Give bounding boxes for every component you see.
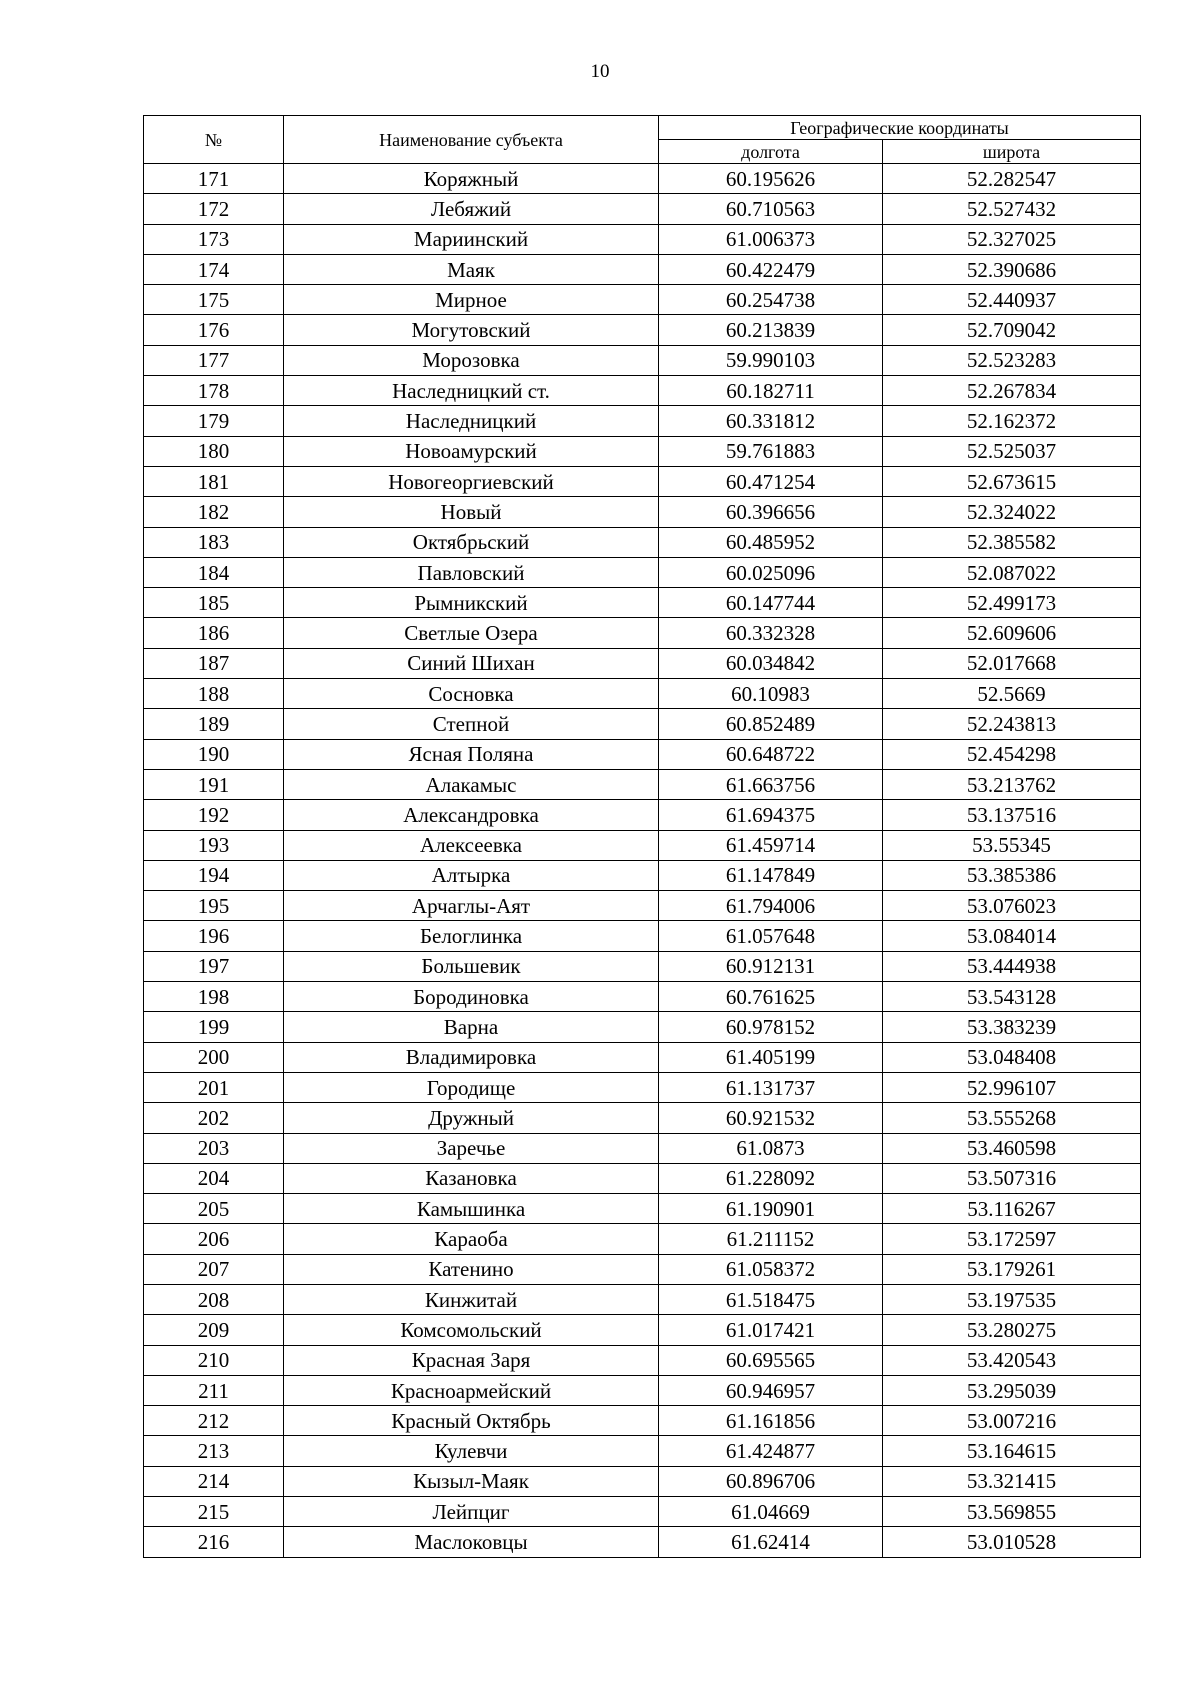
cell-number: 207 bbox=[144, 1254, 284, 1284]
cell-longitude: 61.694375 bbox=[659, 800, 883, 830]
table-header bbox=[144, 116, 1141, 164]
cell-latitude: 52.282547 bbox=[883, 164, 1141, 194]
cell-longitude: 60.254738 bbox=[659, 285, 883, 315]
cell-number: 215 bbox=[144, 1497, 284, 1527]
cell-name: Наследницкий bbox=[284, 406, 659, 436]
table-row bbox=[144, 315, 1141, 345]
cell-name: Варна bbox=[284, 1012, 659, 1042]
cell-latitude: 52.523283 bbox=[883, 345, 1141, 375]
cell-name: Наследницкий ст. bbox=[284, 376, 659, 406]
cell-longitude: 60.034842 bbox=[659, 648, 883, 678]
cell-longitude: 60.396656 bbox=[659, 497, 883, 527]
cell-latitude: 53.048408 bbox=[883, 1042, 1141, 1072]
cell-name: Комсомольский bbox=[284, 1315, 659, 1345]
cell-latitude: 53.197535 bbox=[883, 1284, 1141, 1314]
cell-name: Алакамыс bbox=[284, 769, 659, 799]
cell-number: 182 bbox=[144, 497, 284, 527]
cell-number: 201 bbox=[144, 1072, 284, 1102]
cell-number: 206 bbox=[144, 1224, 284, 1254]
cell-longitude: 61.04669 bbox=[659, 1497, 883, 1527]
cell-name: Новоамурский bbox=[284, 436, 659, 466]
cell-number: 183 bbox=[144, 527, 284, 557]
cell-number: 214 bbox=[144, 1466, 284, 1496]
cell-latitude: 53.543128 bbox=[883, 982, 1141, 1012]
cell-name: Ясная Поляна bbox=[284, 739, 659, 769]
page-number: 10 bbox=[590, 61, 610, 82]
table-row bbox=[144, 436, 1141, 466]
header-coordinates: Географические координаты bbox=[659, 116, 1141, 140]
cell-latitude: 53.507316 bbox=[883, 1163, 1141, 1193]
table-row bbox=[144, 800, 1141, 830]
cell-name: Красноармейский bbox=[284, 1375, 659, 1405]
table-row bbox=[144, 1194, 1141, 1224]
cell-latitude: 52.017668 bbox=[883, 648, 1141, 678]
cell-number: 178 bbox=[144, 376, 284, 406]
cell-latitude: 52.673615 bbox=[883, 466, 1141, 496]
cell-longitude: 60.195626 bbox=[659, 164, 883, 194]
cell-longitude: 60.485952 bbox=[659, 527, 883, 557]
cell-name: Коряжный bbox=[284, 164, 659, 194]
cell-longitude: 60.147744 bbox=[659, 588, 883, 618]
cell-latitude: 53.137516 bbox=[883, 800, 1141, 830]
cell-longitude: 61.190901 bbox=[659, 1194, 883, 1224]
cell-number: 195 bbox=[144, 891, 284, 921]
cell-latitude: 52.385582 bbox=[883, 527, 1141, 557]
cell-number: 180 bbox=[144, 436, 284, 466]
table-row bbox=[144, 1345, 1141, 1375]
cell-latitude: 53.555268 bbox=[883, 1103, 1141, 1133]
table-row bbox=[144, 466, 1141, 496]
cell-number: 199 bbox=[144, 1012, 284, 1042]
cell-latitude: 52.267834 bbox=[883, 376, 1141, 406]
cell-latitude: 53.444938 bbox=[883, 951, 1141, 981]
table-row bbox=[144, 1042, 1141, 1072]
cell-name: Морозовка bbox=[284, 345, 659, 375]
cell-name: Городище bbox=[284, 1072, 659, 1102]
table-row bbox=[144, 648, 1141, 678]
table-row bbox=[144, 164, 1141, 194]
table-row bbox=[144, 982, 1141, 1012]
table-row bbox=[144, 588, 1141, 618]
cell-latitude: 53.164615 bbox=[883, 1436, 1141, 1466]
cell-latitude: 53.385386 bbox=[883, 860, 1141, 890]
cell-latitude: 52.162372 bbox=[883, 406, 1141, 436]
cell-name: Мирное bbox=[284, 285, 659, 315]
table-row bbox=[144, 1133, 1141, 1163]
cell-number: 184 bbox=[144, 557, 284, 587]
cell-name: Рымникский bbox=[284, 588, 659, 618]
cell-name: Камышинка bbox=[284, 1194, 659, 1224]
cell-name: Бородиновка bbox=[284, 982, 659, 1012]
cell-longitude: 61.057648 bbox=[659, 921, 883, 951]
table-row bbox=[144, 1375, 1141, 1405]
cell-latitude: 52.327025 bbox=[883, 224, 1141, 254]
cell-latitude: 52.454298 bbox=[883, 739, 1141, 769]
cell-longitude: 61.794006 bbox=[659, 891, 883, 921]
table-row bbox=[144, 527, 1141, 557]
table-row bbox=[144, 497, 1141, 527]
cell-number: 205 bbox=[144, 1194, 284, 1224]
cell-longitude: 61.518475 bbox=[659, 1284, 883, 1314]
cell-number: 216 bbox=[144, 1527, 284, 1557]
cell-latitude: 53.55345 bbox=[883, 830, 1141, 860]
cell-longitude: 60.710563 bbox=[659, 194, 883, 224]
cell-longitude: 59.990103 bbox=[659, 345, 883, 375]
cell-name: Алтырка bbox=[284, 860, 659, 890]
cell-name: Светлые Озера bbox=[284, 618, 659, 648]
header-latitude: широта bbox=[883, 140, 1141, 164]
cell-name: Владимировка bbox=[284, 1042, 659, 1072]
cell-number: 189 bbox=[144, 709, 284, 739]
cell-longitude: 61.006373 bbox=[659, 224, 883, 254]
cell-name: Кызыл-Маяк bbox=[284, 1466, 659, 1496]
coordinates-table bbox=[143, 115, 1141, 1558]
cell-name: Лейпциг bbox=[284, 1497, 659, 1527]
cell-latitude: 52.390686 bbox=[883, 254, 1141, 284]
cell-number: 208 bbox=[144, 1284, 284, 1314]
cell-longitude: 60.695565 bbox=[659, 1345, 883, 1375]
table-row bbox=[144, 1497, 1141, 1527]
cell-number: 197 bbox=[144, 951, 284, 981]
cell-name: Сосновка bbox=[284, 679, 659, 709]
cell-longitude: 61.424877 bbox=[659, 1436, 883, 1466]
table-row bbox=[144, 1527, 1141, 1557]
cell-longitude: 61.058372 bbox=[659, 1254, 883, 1284]
cell-number: 176 bbox=[144, 315, 284, 345]
cell-name: Заречье bbox=[284, 1133, 659, 1163]
cell-latitude: 52.5669 bbox=[883, 679, 1141, 709]
cell-longitude: 60.10983 bbox=[659, 679, 883, 709]
table-row bbox=[144, 1436, 1141, 1466]
cell-name: Александровка bbox=[284, 800, 659, 830]
cell-name: Могутовский bbox=[284, 315, 659, 345]
table-row bbox=[144, 1406, 1141, 1436]
table-row bbox=[144, 1315, 1141, 1345]
cell-latitude: 52.243813 bbox=[883, 709, 1141, 739]
cell-name: Синий Шихан bbox=[284, 648, 659, 678]
cell-latitude: 53.321415 bbox=[883, 1466, 1141, 1496]
table-row bbox=[144, 194, 1141, 224]
cell-name: Большевик bbox=[284, 951, 659, 981]
cell-latitude: 53.116267 bbox=[883, 1194, 1141, 1224]
cell-longitude: 61.131737 bbox=[659, 1072, 883, 1102]
cell-name: Кинжитай bbox=[284, 1284, 659, 1314]
cell-number: 196 bbox=[144, 921, 284, 951]
table-row bbox=[144, 1103, 1141, 1133]
cell-latitude: 53.420543 bbox=[883, 1345, 1141, 1375]
cell-longitude: 60.761625 bbox=[659, 982, 883, 1012]
cell-name: Новый bbox=[284, 497, 659, 527]
table-row bbox=[144, 1466, 1141, 1496]
header-name: Наименование субъекта bbox=[284, 116, 659, 164]
table-row bbox=[144, 951, 1141, 981]
cell-name: Павловский bbox=[284, 557, 659, 587]
cell-number: 171 bbox=[144, 164, 284, 194]
table-row bbox=[144, 618, 1141, 648]
cell-longitude: 60.978152 bbox=[659, 1012, 883, 1042]
cell-name: Катенино bbox=[284, 1254, 659, 1284]
cell-name: Новогеоргиевский bbox=[284, 466, 659, 496]
cell-name: Казановка bbox=[284, 1163, 659, 1193]
cell-number: 172 bbox=[144, 194, 284, 224]
table-row bbox=[144, 285, 1141, 315]
cell-longitude: 60.025096 bbox=[659, 557, 883, 587]
cell-latitude: 52.440937 bbox=[883, 285, 1141, 315]
cell-number: 203 bbox=[144, 1133, 284, 1163]
cell-longitude: 60.912131 bbox=[659, 951, 883, 981]
cell-number: 213 bbox=[144, 1436, 284, 1466]
cell-longitude: 60.896706 bbox=[659, 1466, 883, 1496]
table-row bbox=[144, 376, 1141, 406]
table-row bbox=[144, 1012, 1141, 1042]
cell-longitude: 60.946957 bbox=[659, 1375, 883, 1405]
table-row bbox=[144, 1284, 1141, 1314]
cell-name: Дружный bbox=[284, 1103, 659, 1133]
header-longitude: долгота bbox=[659, 140, 883, 164]
cell-longitude: 60.332328 bbox=[659, 618, 883, 648]
cell-latitude: 53.179261 bbox=[883, 1254, 1141, 1284]
table-row bbox=[144, 739, 1141, 769]
cell-number: 211 bbox=[144, 1375, 284, 1405]
cell-longitude: 60.852489 bbox=[659, 709, 883, 739]
cell-name: Маслоковцы bbox=[284, 1527, 659, 1557]
cell-name: Маяк bbox=[284, 254, 659, 284]
cell-number: 212 bbox=[144, 1406, 284, 1436]
table-row bbox=[144, 406, 1141, 436]
cell-longitude: 60.182711 bbox=[659, 376, 883, 406]
cell-number: 174 bbox=[144, 254, 284, 284]
cell-number: 179 bbox=[144, 406, 284, 436]
cell-latitude: 53.569855 bbox=[883, 1497, 1141, 1527]
cell-number: 198 bbox=[144, 982, 284, 1012]
cell-name: Мариинский bbox=[284, 224, 659, 254]
cell-number: 175 bbox=[144, 285, 284, 315]
cell-name: Октябрьский bbox=[284, 527, 659, 557]
cell-longitude: 61.0873 bbox=[659, 1133, 883, 1163]
cell-latitude: 53.460598 bbox=[883, 1133, 1141, 1163]
cell-longitude: 60.422479 bbox=[659, 254, 883, 284]
cell-name: Караоба bbox=[284, 1224, 659, 1254]
cell-number: 210 bbox=[144, 1345, 284, 1375]
cell-latitude: 53.295039 bbox=[883, 1375, 1141, 1405]
table-row bbox=[144, 891, 1141, 921]
cell-number: 186 bbox=[144, 618, 284, 648]
cell-number: 194 bbox=[144, 860, 284, 890]
cell-name: Кулевчи bbox=[284, 1436, 659, 1466]
cell-longitude: 61.62414 bbox=[659, 1527, 883, 1557]
table-row bbox=[144, 1224, 1141, 1254]
cell-number: 187 bbox=[144, 648, 284, 678]
cell-latitude: 53.213762 bbox=[883, 769, 1141, 799]
table-row bbox=[144, 345, 1141, 375]
cell-name: Красная Заря bbox=[284, 1345, 659, 1375]
cell-longitude: 61.211152 bbox=[659, 1224, 883, 1254]
cell-name: Красный Октябрь bbox=[284, 1406, 659, 1436]
table-row bbox=[144, 1163, 1141, 1193]
cell-latitude: 52.324022 bbox=[883, 497, 1141, 527]
cell-number: 173 bbox=[144, 224, 284, 254]
table-row bbox=[144, 1072, 1141, 1102]
cell-name: Белоглинка bbox=[284, 921, 659, 951]
cell-longitude: 60.471254 bbox=[659, 466, 883, 496]
table-row bbox=[144, 679, 1141, 709]
table-row bbox=[144, 769, 1141, 799]
cell-number: 200 bbox=[144, 1042, 284, 1072]
cell-number: 209 bbox=[144, 1315, 284, 1345]
cell-latitude: 52.525037 bbox=[883, 436, 1141, 466]
cell-name: Арчаглы-Аят bbox=[284, 891, 659, 921]
table-row bbox=[144, 860, 1141, 890]
cell-latitude: 53.084014 bbox=[883, 921, 1141, 951]
cell-number: 188 bbox=[144, 679, 284, 709]
cell-name: Лебяжий bbox=[284, 194, 659, 224]
cell-longitude: 60.331812 bbox=[659, 406, 883, 436]
cell-longitude: 61.663756 bbox=[659, 769, 883, 799]
cell-number: 185 bbox=[144, 588, 284, 618]
cell-latitude: 53.076023 bbox=[883, 891, 1141, 921]
cell-number: 190 bbox=[144, 739, 284, 769]
cell-name: Степной bbox=[284, 709, 659, 739]
cell-longitude: 61.147849 bbox=[659, 860, 883, 890]
cell-latitude: 53.383239 bbox=[883, 1012, 1141, 1042]
cell-latitude: 53.007216 bbox=[883, 1406, 1141, 1436]
cell-number: 193 bbox=[144, 830, 284, 860]
table-body bbox=[144, 164, 1141, 1558]
cell-latitude: 53.280275 bbox=[883, 1315, 1141, 1345]
cell-longitude: 60.921532 bbox=[659, 1103, 883, 1133]
cell-latitude: 52.087022 bbox=[883, 557, 1141, 587]
table-row bbox=[144, 1254, 1141, 1284]
cell-longitude: 61.405199 bbox=[659, 1042, 883, 1072]
cell-name: Алексеевка bbox=[284, 830, 659, 860]
table-row bbox=[144, 224, 1141, 254]
table-row bbox=[144, 709, 1141, 739]
table-row bbox=[144, 557, 1141, 587]
table-row bbox=[144, 254, 1141, 284]
cell-latitude: 52.527432 bbox=[883, 194, 1141, 224]
table-row bbox=[144, 830, 1141, 860]
cell-number: 181 bbox=[144, 466, 284, 496]
cell-longitude: 61.228092 bbox=[659, 1163, 883, 1193]
cell-longitude: 60.213839 bbox=[659, 315, 883, 345]
cell-number: 177 bbox=[144, 345, 284, 375]
cell-longitude: 61.161856 bbox=[659, 1406, 883, 1436]
cell-number: 202 bbox=[144, 1103, 284, 1133]
cell-latitude: 52.499173 bbox=[883, 588, 1141, 618]
cell-latitude: 53.172597 bbox=[883, 1224, 1141, 1254]
cell-number: 192 bbox=[144, 800, 284, 830]
cell-longitude: 60.648722 bbox=[659, 739, 883, 769]
header-number: № bbox=[144, 116, 284, 164]
cell-number: 204 bbox=[144, 1163, 284, 1193]
cell-longitude: 61.459714 bbox=[659, 830, 883, 860]
cell-latitude: 53.010528 bbox=[883, 1527, 1141, 1557]
cell-latitude: 52.996107 bbox=[883, 1072, 1141, 1102]
table-row bbox=[144, 921, 1141, 951]
cell-longitude: 61.017421 bbox=[659, 1315, 883, 1345]
cell-latitude: 52.609606 bbox=[883, 618, 1141, 648]
cell-latitude: 52.709042 bbox=[883, 315, 1141, 345]
cell-longitude: 59.761883 bbox=[659, 436, 883, 466]
cell-number: 191 bbox=[144, 769, 284, 799]
